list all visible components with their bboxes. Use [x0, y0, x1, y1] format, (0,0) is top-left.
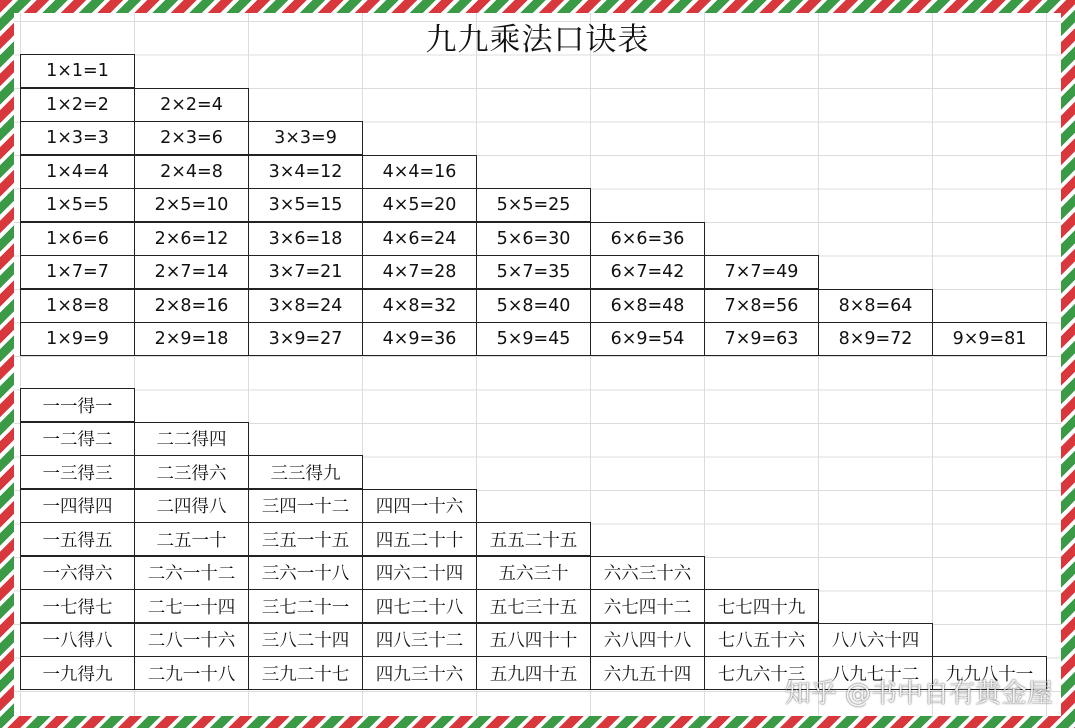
- equation-cell: 4×6=24: [362, 222, 477, 256]
- equation-cell: 1×8=8: [20, 289, 135, 323]
- watermark-text: 知乎 @书中自有黄金屋: [784, 679, 1053, 709]
- chant-cell: 四六二十四: [362, 556, 477, 590]
- chant-cell: 二五一十: [134, 522, 249, 556]
- equation-cell: 5×7=35: [476, 255, 591, 289]
- chant-cell: 二七一十四: [134, 589, 249, 623]
- equation-cell: 1×9=9: [20, 322, 135, 356]
- chant-cell: 二二得四: [134, 422, 249, 456]
- equation-cell: 6×8=48: [590, 289, 705, 323]
- chant-cell: 七九六十三: [704, 656, 819, 690]
- equation-cell: 8×8=64: [818, 289, 933, 323]
- chant-cell: 七八五十六: [704, 623, 819, 657]
- equation-cell: 1×2=2: [20, 88, 135, 122]
- chant-cell: 四七二十八: [362, 589, 477, 623]
- equation-cell: 5×9=45: [476, 322, 591, 356]
- equation-cell: 6×7=42: [590, 255, 705, 289]
- chant-cell: 四九三十六: [362, 656, 477, 690]
- equation-cell: 3×9=27: [248, 322, 363, 356]
- chant-cell: 二八一十六: [134, 623, 249, 657]
- chant-cell: 三六一十八: [248, 556, 363, 590]
- equation-cell: 4×9=36: [362, 322, 477, 356]
- equation-cell: 3×4=12: [248, 155, 363, 189]
- equation-cell: 8×9=72: [818, 322, 933, 356]
- chant-cell: 八八六十四: [818, 623, 933, 657]
- spreadsheet-area: [14, 13, 1061, 716]
- chant-cell: 一一得一: [20, 388, 135, 422]
- chant-cell: 一三得三: [20, 455, 135, 489]
- chant-cell: 三九二十七: [248, 656, 363, 690]
- chant-cell: 三三得九: [248, 455, 363, 489]
- equation-cell: 3×3=9: [248, 121, 363, 155]
- chant-cell: 二四得八: [134, 489, 249, 523]
- chant-cell: 一九得九: [20, 656, 135, 690]
- equation-cell: 3×6=18: [248, 222, 363, 256]
- chant-cell: 一七得七: [20, 589, 135, 623]
- chant-cell: 一六得六: [20, 556, 135, 590]
- equation-cell: 2×6=12: [134, 222, 249, 256]
- chant-cell: 五九四十五: [476, 656, 591, 690]
- chant-cell: 四八三十二: [362, 623, 477, 657]
- equation-cell: 5×5=25: [476, 188, 591, 222]
- chant-cell: 六八四十八: [590, 623, 705, 657]
- chant-cell: 六七四十二: [590, 589, 705, 623]
- equation-cell: 7×7=49: [704, 255, 819, 289]
- equation-cell: 1×7=7: [20, 255, 135, 289]
- equation-cell: 1×1=1: [20, 54, 135, 88]
- equation-cell: 6×9=54: [590, 322, 705, 356]
- chant-cell: 五七三十五: [476, 589, 591, 623]
- equation-cell: 2×3=6: [134, 121, 249, 155]
- equation-cell: 2×8=16: [134, 289, 249, 323]
- chant-cell: 一四得四: [20, 489, 135, 523]
- chant-cell: 三四一十二: [248, 489, 363, 523]
- equation-cell: 9×9=81: [932, 322, 1047, 356]
- equation-cell: 3×7=21: [248, 255, 363, 289]
- chant-cell: 六九五十四: [590, 656, 705, 690]
- chant-cell: 四四一十六: [362, 489, 477, 523]
- chant-cell: 五六三十: [476, 556, 591, 590]
- equation-cell: 4×8=32: [362, 289, 477, 323]
- equation-cell: 4×5=20: [362, 188, 477, 222]
- equation-cell: 2×7=14: [134, 255, 249, 289]
- equation-cell: 7×9=63: [704, 322, 819, 356]
- equation-cell: 1×3=3: [20, 121, 135, 155]
- chant-cell: 四五二十十: [362, 522, 477, 556]
- equation-cell: 4×7=28: [362, 255, 477, 289]
- chant-cell: 七七四十九: [704, 589, 819, 623]
- chant-cell: 一八得八: [20, 623, 135, 657]
- chant-cell: 三五一十五: [248, 522, 363, 556]
- chant-cell: 六六三十六: [590, 556, 705, 590]
- chant-cell: 三八二十四: [248, 623, 363, 657]
- equation-cell: 1×4=4: [20, 155, 135, 189]
- equation-cell: 2×9=18: [134, 322, 249, 356]
- chant-cell: 九九八十一: [932, 656, 1047, 690]
- equation-cell: 4×4=16: [362, 155, 477, 189]
- chant-cell: 八九七十二: [818, 656, 933, 690]
- equation-cell: 6×6=36: [590, 222, 705, 256]
- equation-cell: 2×5=10: [134, 188, 249, 222]
- equation-cell: 2×2=4: [134, 88, 249, 122]
- page-title: 九九乘法口诀表: [425, 22, 650, 58]
- equation-cell: 5×6=30: [476, 222, 591, 256]
- chant-cell: 一五得五: [20, 522, 135, 556]
- chant-cell: 五五二十五: [476, 522, 591, 556]
- equation-cell: 5×8=40: [476, 289, 591, 323]
- equation-cell: 1×5=5: [20, 188, 135, 222]
- chant-cell: 五八四十十: [476, 623, 591, 657]
- chant-cell: 二九一十八: [134, 656, 249, 690]
- chant-cell: 一二得二: [20, 422, 135, 456]
- equation-cell: 7×8=56: [704, 289, 819, 323]
- chant-cell: 二六一十二: [134, 556, 249, 590]
- equation-cell: 1×6=6: [20, 222, 135, 256]
- equation-cell: 3×5=15: [248, 188, 363, 222]
- chant-cell: 三七二十一: [248, 589, 363, 623]
- equation-cell: 2×4=8: [134, 155, 249, 189]
- equation-cell: 3×8=24: [248, 289, 363, 323]
- chant-cell: 二三得六: [134, 455, 249, 489]
